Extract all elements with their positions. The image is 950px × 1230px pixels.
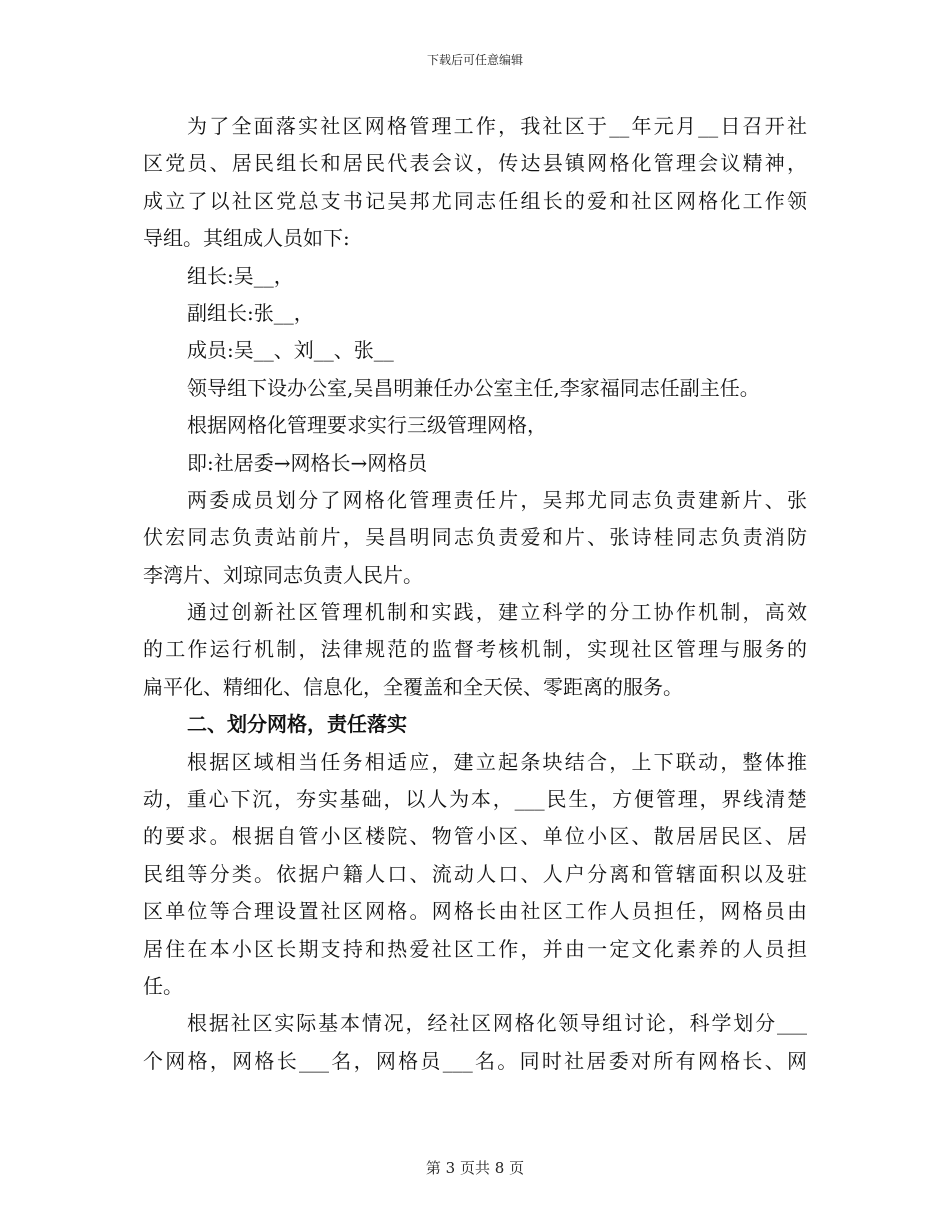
text-line: 个网格，网格长___名，网格员___名。同时社居委对所有网格长、网 <box>143 1048 807 1073</box>
text-line: 任。 <box>143 973 183 998</box>
text-line: 的工作运行机制，法律规范的监督考核机制，实现社区管理与服务的 <box>143 637 807 662</box>
text-line: 区单位等合理设置社区网格。网格长由社区工作人员担任，网格员由 <box>143 899 807 924</box>
text-line: 居住在本小区长期支持和热爱社区工作，并由一定文化素养的人员担 <box>143 936 807 961</box>
text-line: 伏宏同志负责站前片，吴昌明同志负责爱和片、张诗桂同志负责消防 <box>143 525 807 550</box>
text-line: 为了全面落实社区网格管理工作，我社区于__年元月__日召开社 <box>187 114 807 138</box>
text-line: 组长:吴__， <box>187 263 294 288</box>
text-line: 区党员、居民组长和居民代表会议，传达县镇网格化管理会议精神， <box>143 151 807 176</box>
text-line: 导组。其组成人员如下: <box>143 226 350 251</box>
text-line: 根据区域相当任务相适应，建立起条块结合，上下联动，整体推 <box>187 749 807 774</box>
text-line: 根据社区实际基本情况，经社区网格化领导组讨论，科学划分___ <box>187 1011 807 1036</box>
section-heading: 二、划分网格，责任落实 <box>187 712 407 737</box>
text-line: 成立了以社区党总支书记吴邦尤同志任组长的爱和社区网格化工作领 <box>143 188 807 213</box>
text-line: 通过创新社区管理机制和实践，建立科学的分工协作机制，高效 <box>187 600 807 625</box>
page-footer: 第 3 页共 8 页 <box>425 1159 525 1177</box>
text-line: 扁平化、精细化、信息化，全覆盖和全天侯、零距离的服务。 <box>143 674 683 699</box>
text-line: 两委成员划分了网格化管理责任片，吴邦尤同志负责建新片、张 <box>187 487 807 512</box>
text-line: 李湾片、刘琼同志负责人民片。 <box>143 562 423 587</box>
text-line: 的要求。根据自管小区楼院、物管小区、单位小区、散居居民区、居 <box>143 824 807 849</box>
text-line: 副组长:张__， <box>187 300 314 325</box>
text-line: 动，重心下沉，夯实基础，以人为本，___民生，方便管理，界线清楚 <box>143 787 807 812</box>
text-line: 民组等分类。依据户籍人口、流动人口、人户分离和管辖面积以及驻 <box>143 861 807 886</box>
document-body <box>143 108 807 1080</box>
page-header: 下载后可任意编辑 <box>426 53 523 67</box>
text-line: 即:社居委→网格长→网格员 <box>187 450 428 475</box>
text-line: 领导组下设办公室,吴昌明兼任办公室主任,李家福同志任副主任。 <box>187 375 760 400</box>
text-line: 根据网格化管理要求实行三级管理网格， <box>187 413 547 438</box>
text-line: 成员:吴__、刘__、张__ <box>187 338 394 363</box>
